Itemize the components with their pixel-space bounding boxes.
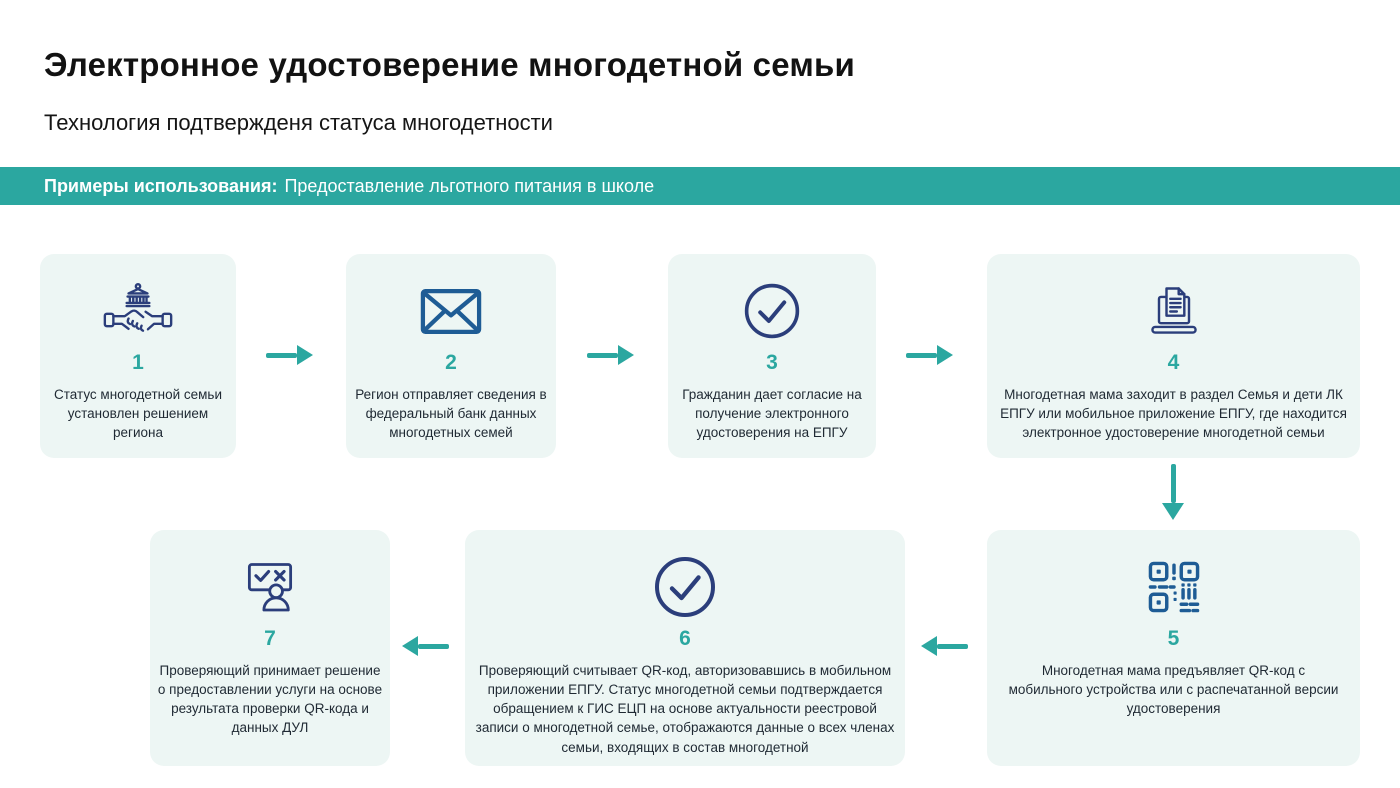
page-subtitle: Технология подтвержденя статуса многодетности <box>44 110 553 135</box>
arrow-right-icon <box>906 345 953 365</box>
step-number: 6 <box>679 627 691 650</box>
qr-code-icon <box>1145 552 1203 622</box>
arrow-right-icon <box>587 345 634 365</box>
step-text: Гражданин дает согласие на получение электронного удостоверения на ЕПГУ <box>682 387 862 441</box>
step-text: Многодетная мама предъявляет QR-код с мобильного устройства или с распечатанной версии удостоверения <box>1008 663 1339 717</box>
step-card-1 <box>40 254 236 458</box>
step-card-7 <box>150 530 390 766</box>
examples-banner <box>0 167 1400 205</box>
arrow-right-icon <box>266 345 313 365</box>
step-card-3 <box>668 254 876 458</box>
arrow-left-icon <box>921 636 968 656</box>
step-text: Многодетная мама заходит в раздел Семья и дети ЛК ЕПГУ или мобильное приложение ЕПГУ, где находится электронное удостоверение многодетной семьи <box>1000 387 1347 441</box>
examples-banner-text: Предоставление льготного питания в школе <box>284 175 655 196</box>
step-card-2 <box>346 254 556 458</box>
step-number: 7 <box>264 627 276 650</box>
envelope-icon <box>420 276 482 346</box>
step-number: 5 <box>1167 627 1180 650</box>
step-number: 1 <box>132 351 144 374</box>
step-text: Проверяющий принимает решение о предоставлении услуги на основе результата проверки QR-кода и данных ДУЛ <box>157 663 383 736</box>
step-card-6 <box>465 530 905 766</box>
arrow-down-icon <box>1162 464 1184 520</box>
arrow-left-icon <box>402 636 449 656</box>
check-circle-icon <box>743 276 801 346</box>
verifier-decision-icon <box>240 552 300 622</box>
step-text: Регион отправляет сведения в федеральный банк данных многодетных семей <box>355 387 547 441</box>
step-card-4 <box>987 254 1360 458</box>
step-text: Проверяющий считывает QR-код, авторизовавшись в мобильном приложении ЕПГУ. Статус многодетной семьи подтверждается обращением к ГИС ЕЦП на основе актуальности реестровой записи о многодетной семье, отображаются данные о всех членах семьи, входящих в состав многодетной <box>475 663 895 755</box>
government-handshake-icon <box>102 276 174 346</box>
page-title: Электронное удостоверение многодетной семьи <box>44 46 855 83</box>
step-number: 2 <box>445 351 457 374</box>
examples-banner-label: Примеры использования: <box>44 175 278 196</box>
step-number: 4 <box>1167 351 1180 374</box>
laptop-document-icon <box>1144 276 1204 346</box>
step-text: Статус многодетной семьи установлен решением региона <box>54 387 222 441</box>
step-card-5 <box>987 530 1360 766</box>
check-circle-icon <box>653 552 717 622</box>
step-number: 3 <box>766 351 778 374</box>
